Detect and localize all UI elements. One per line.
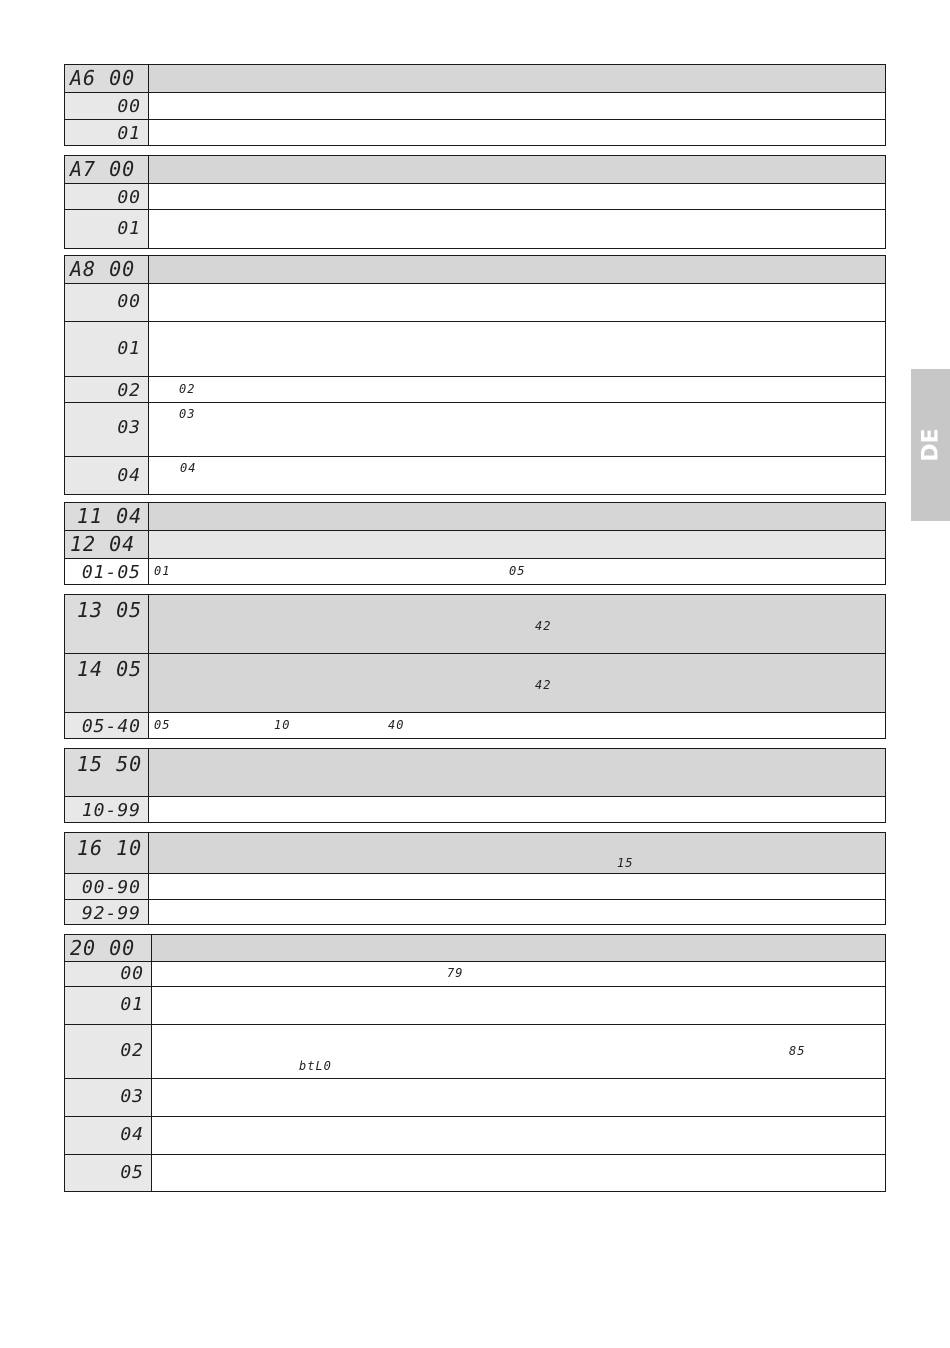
inline-code: 42 <box>535 678 552 692</box>
value-description <box>149 403 886 457</box>
inline-code: 79 <box>447 966 464 980</box>
value-code: 04 <box>117 465 141 486</box>
value-description <box>149 457 886 495</box>
param-description <box>149 595 886 654</box>
value-code: 04 <box>120 1124 144 1145</box>
param-block-a8 <box>64 255 886 495</box>
inline-code: 05 <box>154 718 171 732</box>
value-code: 01 <box>117 218 141 239</box>
value-description <box>149 377 886 403</box>
value-code: 00 <box>120 963 144 984</box>
param-header-row <box>65 503 886 531</box>
value-code: 01 <box>120 994 144 1015</box>
inline-code: 04 <box>180 461 197 475</box>
value-description <box>152 1155 886 1192</box>
param-block-a7 <box>64 155 886 249</box>
param-description <box>149 749 886 797</box>
value-row <box>65 322 886 377</box>
value-code: 10-99 <box>81 800 141 821</box>
param-code: 12 04 <box>70 532 136 556</box>
value-row <box>65 377 886 403</box>
param-description <box>149 156 886 184</box>
value-row <box>65 962 886 987</box>
param-block-13-14 <box>64 594 886 739</box>
value-row <box>65 713 886 739</box>
value-description <box>149 900 886 925</box>
value-row <box>65 1025 886 1079</box>
param-block-11-12 <box>64 502 886 585</box>
inline-code: 85 <box>789 1044 806 1058</box>
param-block-20 <box>64 934 886 1192</box>
inline-code: btL0 <box>299 1059 332 1073</box>
value-code: 00-90 <box>81 877 141 898</box>
value-description <box>152 962 886 987</box>
value-description <box>149 210 886 249</box>
value-description <box>149 93 886 120</box>
language-tab-de <box>911 369 950 521</box>
value-description <box>152 1025 886 1079</box>
value-code: 00 <box>117 187 141 208</box>
inline-code: 03 <box>179 407 196 421</box>
value-row <box>65 120 886 146</box>
inline-code: 10 <box>274 718 291 732</box>
value-row <box>65 559 886 585</box>
value-description <box>149 713 886 739</box>
param-description <box>149 503 886 531</box>
value-row <box>65 1117 886 1155</box>
param-header-row <box>65 833 886 874</box>
param-header-row <box>65 531 886 559</box>
param-header-row <box>65 935 886 962</box>
value-code: 05 <box>120 1162 144 1183</box>
param-block-16 <box>64 832 886 925</box>
param-header-row <box>65 595 886 654</box>
param-code: 14 05 <box>77 657 143 681</box>
param-code-cell <box>65 65 149 93</box>
inline-code: 40 <box>388 718 405 732</box>
inline-code: 42 <box>535 619 552 633</box>
param-block-15 <box>64 748 886 823</box>
value-code: 05-40 <box>81 716 141 737</box>
param-code: 16 10 <box>77 836 143 860</box>
value-description <box>149 322 886 377</box>
value-code: 01 <box>117 123 141 144</box>
value-row <box>65 1155 886 1192</box>
param-code: A7 00 <box>70 157 136 181</box>
value-description <box>152 987 886 1025</box>
param-header-row <box>65 256 886 284</box>
inline-code: 01 <box>154 564 171 578</box>
value-code: 01-05 <box>81 562 141 583</box>
language-tab-label: DE <box>918 428 943 462</box>
param-description <box>149 531 886 559</box>
value-code: 03 <box>117 417 141 438</box>
value-row <box>65 284 886 322</box>
value-row <box>65 797 886 823</box>
value-description <box>149 120 886 146</box>
inline-code: 02 <box>179 382 196 396</box>
param-header-row <box>65 65 886 93</box>
value-description <box>149 184 886 210</box>
value-row <box>65 210 886 249</box>
value-description <box>152 1117 886 1155</box>
value-code: 02 <box>120 1040 144 1061</box>
param-code: 13 05 <box>77 598 143 622</box>
param-header-row <box>65 654 886 713</box>
param-code: 11 04 <box>77 504 143 528</box>
param-code: A8 00 <box>70 257 136 281</box>
param-description <box>152 935 886 962</box>
param-description <box>149 256 886 284</box>
value-description <box>149 559 886 585</box>
value-row <box>65 93 886 120</box>
param-description <box>149 654 886 713</box>
param-header-row <box>65 749 886 797</box>
param-code: A6 00 <box>70 66 136 90</box>
value-row <box>65 457 886 495</box>
value-row <box>65 184 886 210</box>
inline-code: 15 <box>617 856 634 870</box>
param-description <box>149 65 886 93</box>
param-code: 20 00 <box>70 936 136 960</box>
param-header-row <box>65 156 886 184</box>
value-code: 00 <box>117 291 141 312</box>
value-description <box>149 284 886 322</box>
param-description <box>149 833 886 874</box>
value-description <box>149 797 886 823</box>
value-code: 92-99 <box>81 903 141 924</box>
param-block-a6 <box>64 64 886 146</box>
value-code: 00 <box>117 96 141 117</box>
value-code: 03 <box>120 1086 144 1107</box>
param-code: 15 50 <box>77 752 143 776</box>
value-code: 01 <box>117 338 141 359</box>
value-row <box>65 987 886 1025</box>
value-code: 02 <box>117 380 141 401</box>
value-description <box>152 1079 886 1117</box>
value-row <box>65 1079 886 1117</box>
inline-code: 05 <box>509 564 526 578</box>
value-description <box>149 874 886 900</box>
value-row <box>65 403 886 457</box>
value-row <box>65 900 886 925</box>
value-row <box>65 874 886 900</box>
